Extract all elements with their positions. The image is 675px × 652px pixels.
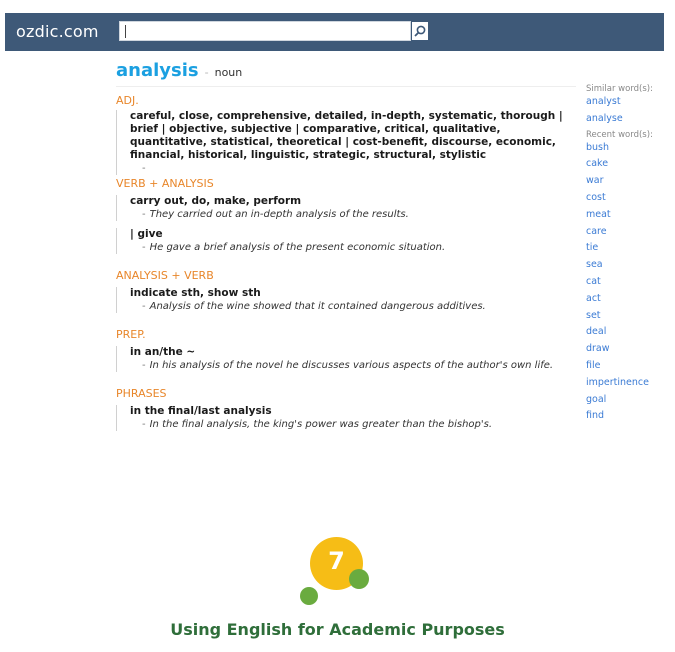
- example-sentence: [142, 359, 570, 372]
- site-logo[interactable]: ozdic.com: [16, 22, 99, 41]
- recent-word-link[interactable]: deal: [586, 326, 607, 338]
- recent-word-link[interactable]: set: [586, 309, 601, 321]
- example-text: In the final analysis, the king's power was greater than the bishop's.: [149, 419, 493, 430]
- example-text: In his analysis of the novel he discusses various aspects of the author's own life.: [149, 360, 554, 371]
- heading-separator: -: [204, 65, 209, 79]
- text-cursor: [125, 25, 126, 38]
- collocation-text: carry out, do, make, perform: [130, 195, 302, 207]
- badge-green-circle-small: [300, 587, 318, 605]
- recent-word-link[interactable]: goal: [586, 393, 607, 405]
- similar-words-label: Similar word(s):: [586, 84, 653, 94]
- example-dash: -: [142, 242, 146, 253]
- search-input[interactable]: [119, 21, 411, 41]
- recent-word-link[interactable]: cost: [586, 191, 606, 203]
- section-title-verb-analysis: VERB + ANALYSIS: [116, 177, 214, 190]
- collocation-block-phrases: [116, 405, 570, 431]
- example-text: He gave a brief analysis of the present economic situation.: [149, 242, 446, 253]
- search-icon: [414, 25, 426, 37]
- example-sentence: [142, 162, 570, 175]
- example-sentence: [142, 300, 570, 313]
- recent-word-link[interactable]: act: [586, 292, 601, 304]
- collocation-block-verb-analysis-2: [116, 228, 570, 254]
- collocation-block-prep: [116, 346, 570, 372]
- recent-word-link[interactable]: care: [586, 225, 607, 237]
- example-sentence: [142, 418, 570, 431]
- similar-word-link[interactable]: analyse: [586, 112, 623, 124]
- recent-word-link[interactable]: bush: [586, 141, 610, 153]
- badge-green-circle-large: [349, 569, 369, 589]
- collocation-text: in the final/last analysis: [130, 405, 272, 417]
- headword: analysis: [116, 60, 199, 81]
- example-dash: -: [142, 419, 146, 430]
- recent-words-label: Recent word(s):: [586, 129, 653, 140]
- example-text: Analysis of the wine showed that it contained dangerous additives.: [149, 301, 486, 312]
- collocation-text: in an/the ~: [130, 346, 196, 358]
- recent-word-link[interactable]: meat: [586, 208, 611, 220]
- example-dash: -: [142, 209, 146, 220]
- chapter-badge: [300, 537, 372, 607]
- collocation-text: | give: [130, 228, 163, 240]
- collocation-text: careful, close, comprehensive, detailed, in-depth, systematic, thorough | brief | objective, subjective | comparative, critical, qualitative, quantitative, statistical, theoretical | cost-benefit, discourse, economic, financial, historical, linguistic, strategic, structural, stylistic: [130, 110, 563, 161]
- recent-word-link[interactable]: sea: [586, 259, 603, 271]
- recent-word-link[interactable]: war: [586, 175, 604, 187]
- chapter-number: 7: [328, 547, 345, 575]
- example-dash: -: [142, 301, 146, 312]
- recent-word-link[interactable]: tie: [586, 242, 599, 254]
- recent-word-link[interactable]: cake: [586, 158, 609, 170]
- similar-word-link[interactable]: analyst: [586, 96, 621, 107]
- example-dash: -: [142, 163, 146, 174]
- recent-word-link[interactable]: cat: [586, 275, 601, 287]
- collocation-block-adj: [116, 110, 570, 175]
- search-button[interactable]: [411, 21, 429, 41]
- recent-word-link[interactable]: file: [586, 359, 601, 371]
- section-title-analysis-verb: ANALYSIS + VERB: [116, 269, 214, 282]
- section-title-adj: ADJ.: [116, 94, 139, 107]
- header-bar: [5, 13, 664, 51]
- example-sentence: [142, 241, 570, 254]
- example-sentence: [142, 208, 570, 221]
- section-title-phrases: PHRASES: [116, 387, 167, 400]
- collocation-block-verb-analysis: [116, 195, 570, 221]
- collocation-block-analysis-verb: [116, 287, 570, 313]
- section-title-prep: PREP.: [116, 328, 146, 341]
- recent-word-link[interactable]: find: [586, 410, 605, 422]
- entry-heading: [116, 60, 242, 81]
- chapter-title: Using English for Academic Purposes: [170, 620, 505, 639]
- related-words-sidebar: [586, 84, 666, 442]
- heading-divider: [116, 86, 576, 87]
- part-of-speech: noun: [214, 66, 243, 79]
- collocation-text: indicate sth, show sth: [130, 287, 261, 299]
- recent-word-link[interactable]: draw: [586, 343, 610, 355]
- recent-word-link[interactable]: impertinence: [586, 376, 649, 388]
- example-text: They carried out an in-depth analysis of the results.: [149, 209, 409, 220]
- example-dash: -: [142, 360, 146, 371]
